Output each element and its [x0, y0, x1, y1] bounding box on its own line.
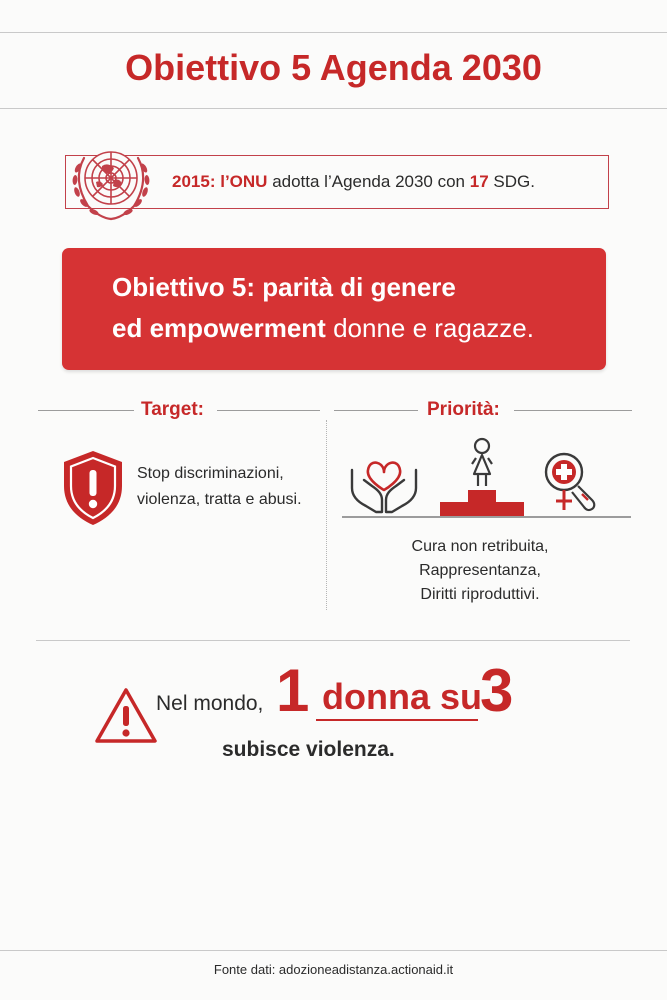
stat-suffix: subisce violenza.: [222, 738, 395, 761]
header-top-rule: [0, 32, 667, 33]
priority-rule-right: [514, 410, 632, 411]
priority-heading: Priorità:: [427, 399, 500, 420]
priority-rule-left: [334, 410, 418, 411]
banner-line-1: Obiettivo 5: parità di genere: [112, 272, 456, 302]
stat-number-1: 1: [276, 657, 310, 724]
goal-banner: [62, 248, 606, 370]
stat-middle: donna su: [322, 676, 482, 717]
header-bottom-rule: [0, 108, 667, 109]
shield-exclamation-icon: [60, 448, 126, 528]
stat-prefix: Nel mondo,: [156, 692, 264, 715]
target-rule-right: [217, 410, 320, 411]
target-rule-left: [38, 410, 134, 411]
un-year: 2015:: [172, 172, 216, 191]
target-heading: Target:: [141, 399, 204, 420]
stat-underline: [316, 719, 478, 721]
stat-number-2: 3: [480, 657, 514, 724]
footer-rule: [0, 950, 667, 951]
un-text-body: adotta l’Agenda 2030 con: [272, 172, 466, 191]
target-description: [137, 461, 327, 513]
section-rule: [36, 640, 630, 641]
priority-item: Diritti riproduttivi.: [420, 586, 540, 603]
banner-line-2-bold: ed empowerment: [112, 313, 326, 343]
un-org: l’ONU: [220, 172, 268, 191]
page-title: Obiettivo 5 Agenda 2030: [125, 47, 542, 88]
footer-source: Fonte dati: adozioneadistanza.actionaid.it: [213, 962, 454, 977]
warning-triangle-icon: [93, 686, 159, 746]
column-divider: [326, 420, 327, 610]
un-adoption-text: [172, 172, 535, 192]
un-emblem-icon: [66, 140, 156, 224]
target-line: Stop discriminazioni,: [137, 465, 284, 482]
sdg-suffix: SDG.: [493, 172, 535, 191]
priority-item: Rappresentanza,: [419, 562, 541, 579]
banner-line-2-rest: donne e ragazze.: [333, 313, 534, 343]
priority-list: [330, 535, 630, 607]
banner-line-2: [112, 313, 534, 344]
hands-heart-icon: [348, 450, 420, 514]
priority-item: Cura non retribuita,: [411, 538, 549, 555]
woman-podium-icon: [436, 436, 528, 516]
priority-baseline: [342, 516, 631, 518]
female-health-icon: [540, 446, 602, 514]
target-line: violenza, tratta e abusi.: [137, 491, 302, 508]
sdg-count: 17: [469, 172, 489, 191]
